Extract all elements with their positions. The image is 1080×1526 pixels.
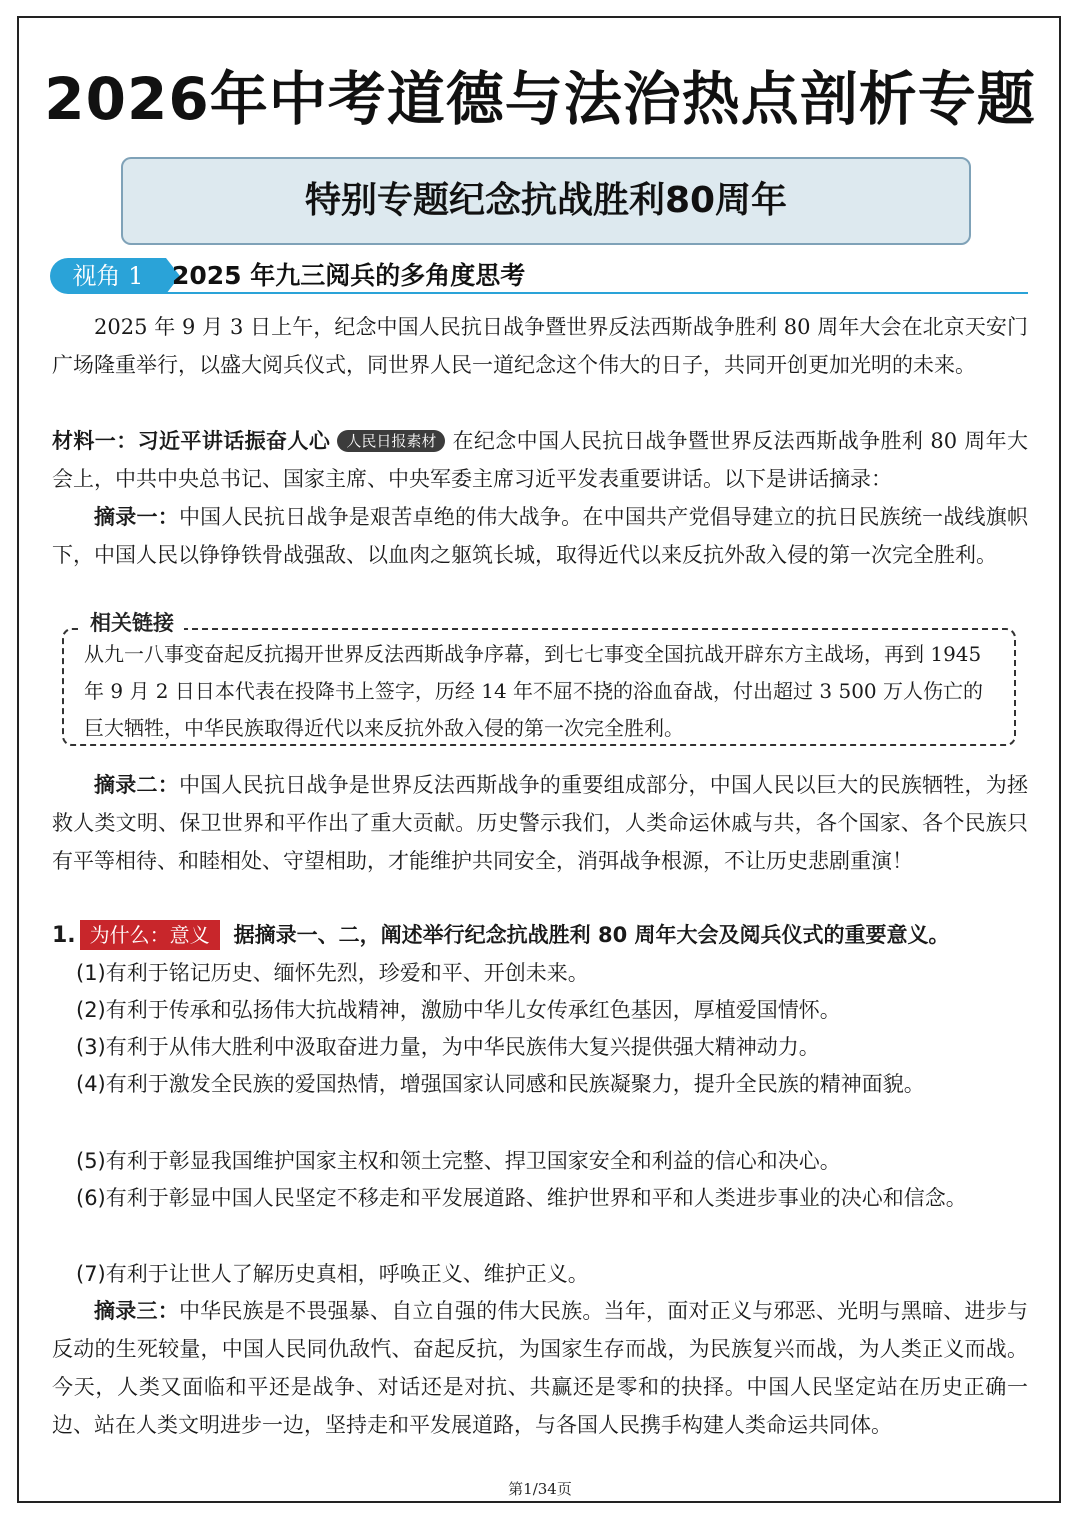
answer-item: (4)有利于激发全民族的爱国热情，增强国家认同感和民族凝聚力，提升全民族的精神面貌。 [76,1072,925,1096]
section-underline [166,292,1028,294]
excerpt-three-label: 摘录三： [94,1299,179,1323]
answer-item: (1)有利于铭记历史、缅怀先烈，珍爱和平、开创未来。 [76,961,589,985]
answer-item: (5)有利于彰显我国维护国家主权和领土完整、捍卫国家安全和利益的信心和决心。 [76,1149,841,1173]
excerpt-two-text: 中国人民抗日战争是世界反法西斯战争的重要组成部分，中国人民以巨大的民族牺牲，为拯救人类文明、保卫世界和平作出了重大贡献。历史警示我们，人类命运休戚与共，各个国家、各个民族只有平等相待、和睦相处、守望相助，才能维护共同安全，消弭战争根源，不让历史悲剧重演！ [52,773,1029,873]
question-type-tag: 为什么：意义 [80,920,220,950]
material-one-label: 材料一：习近平讲话振奋人心 [52,429,331,453]
excerpt-one-label: 摘录一： [94,505,179,529]
section-title: 2025 年九三阅兵的多角度思考 [172,261,526,290]
related-link-label: 相关链接 [80,608,184,638]
answer-item: (2)有利于传承和弘扬伟大抗战精神，激励中华儿女传承红色基因，厚植爱国情怀。 [76,998,841,1022]
excerpt-one [52,498,1028,574]
answer-item: (7)有利于让世人了解历史真相，呼唤正义、维护正义。 [76,1262,589,1286]
source-badge: 人民日报素材 [337,430,445,452]
excerpt-three [52,1292,1028,1444]
answer-item: (6)有利于彰显中国人民坚定不移走和平发展道路、维护世界和平和人类进步事业的决心和信念。 [76,1186,967,1210]
section-header [50,258,1028,296]
material-one [52,422,1028,498]
topic-banner: 特别专题纪念抗战胜利80周年 [121,157,971,245]
related-link-text: 从九一八事变奋起反抗揭开世界反法西斯战争序幕，到七七事变全国抗战开辟东方主战场，再到 1945 年 9 月 2 日日本代表在投降书上签字，历经 14 年不屈不挠的浴血奋战，付出超过 3 500 万人伤亡的巨大牺牲，中华民族取得近代以来反抗外敌入侵的第一次完全胜利。 [84,642,984,740]
answer-item: (3)有利于从伟大胜利中汲取奋进力量，为中华民族伟大复兴提供强大精神动力。 [76,1035,820,1059]
intro-paragraph: 2025 年 9 月 3 日上午，纪念中国人民抗日战争暨世界反法西斯战争胜利 80 周年大会在北京天安门广场隆重举行，以盛大阅兵仪式，同世界人民一道纪念这个伟大的日子，共同开创更加光明的未来。 [52,315,1028,377]
material-one-text: 在纪念中国人民抗日战争暨世界反法西斯战争胜利 80 周年大会上，中共中央总书记、国家主席、中央军委主席习近平发表重要讲话。以下是讲话摘录： [52,429,1029,491]
excerpt-three-text: 中华民族是不畏强暴、自立自强的伟大民族。当年，面对正义与邪恶、光明与黑暗、进步与反动的生死较量，中国人民同仇敌忾、奋起反抗，为国家生存而战，为民族复兴而战，为人类正义而战。今天，人类又面临和平还是战争、对话还是对抗、共赢还是零和的抉择。中国人民坚定站在历史正确一边、站在人类文明进步一边，坚持走和平发展道路，与各国人民携手构建人类命运共同体。 [52,1299,1029,1437]
question-number: 1. [52,923,76,948]
section-tag: 视角 1 [50,258,166,294]
page-title: 2026年中考道德与法治热点剖析专题 [44,65,1036,133]
question-text: 据摘录一、二，阐述举行纪念抗战胜利 80 周年大会及阅兵仪式的重要意义。 [233,923,950,947]
excerpt-two [52,766,1028,880]
page-number: 第1/34页 [508,1480,572,1498]
excerpt-two-label: 摘录二： [94,773,179,797]
question-one [52,918,1032,953]
excerpt-one-text: 中国人民抗日战争是艰苦卓绝的伟大战争。在中国共产党倡导建立的抗日民族统一战线旗帜下，中国人民以铮铮铁骨战强敌、以血肉之躯筑长城，取得近代以来反抗外敌入侵的第一次完全胜利。 [52,505,1029,567]
